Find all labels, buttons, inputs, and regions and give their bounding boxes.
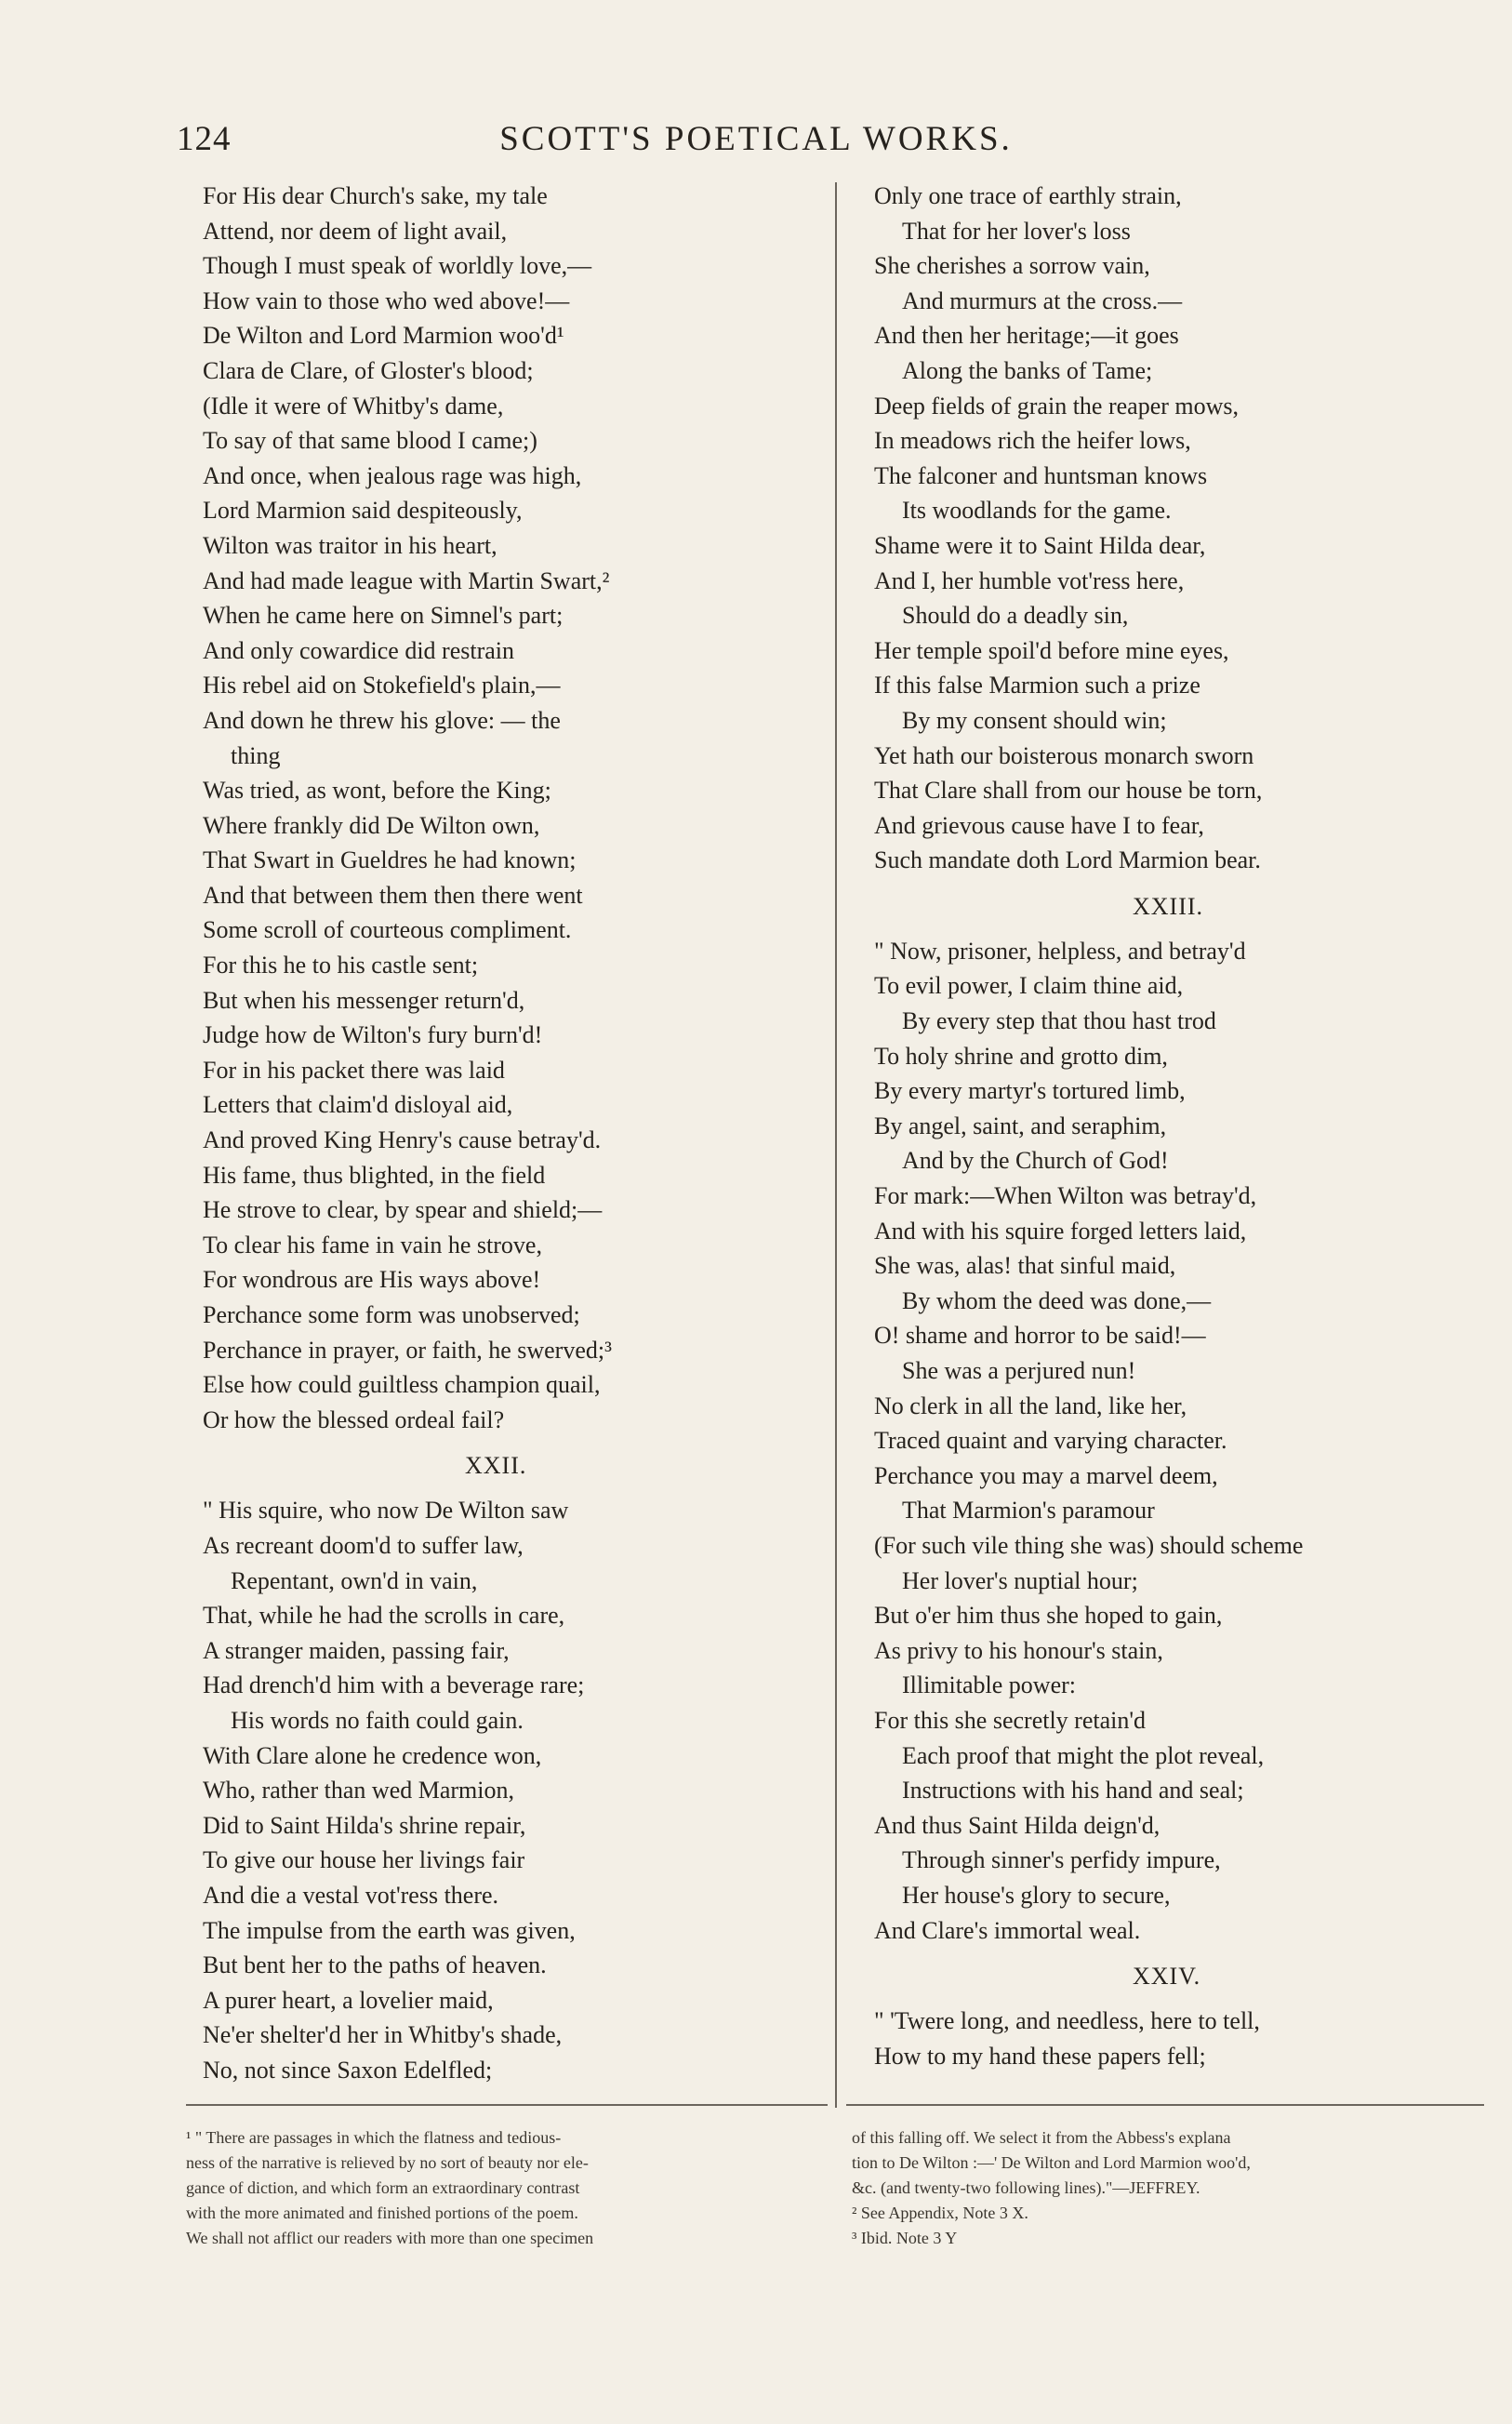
verse-line: Ne'er shelter'd her in Whitby's shade, xyxy=(203,2021,563,2049)
running-title: SCOTT'S POETICAL WORKS. xyxy=(499,120,1013,158)
verse-line: And grievous cause have I to fear, xyxy=(874,811,1204,839)
verse-line: A purer heart, a lovelier maid, xyxy=(203,1986,494,2014)
verse-line: (Idle it were of Whitby's dame, xyxy=(203,392,504,420)
verse-line: To say of that same blood I came;) xyxy=(203,427,537,455)
verse-line: Did to Saint Hilda's shrine repair, xyxy=(203,1811,526,1839)
verse-line: Her temple spoil'd before mine eyes, xyxy=(874,636,1229,664)
verse-line: And Clare's immortal weal. xyxy=(874,1916,1141,1944)
footnote-line: tion to De Wilton :—' De Wilton and Lord Marmion woo'd, xyxy=(852,2153,1251,2172)
verse-line: And had made league with Martin Swart,² xyxy=(203,566,610,594)
verse-line: But when his messenger return'd, xyxy=(203,986,525,1014)
verse-line: A stranger maiden, passing fair, xyxy=(203,1636,510,1664)
verse-line: Though I must speak of worldly love,— xyxy=(203,252,592,280)
verse-line: But o'er him thus she hoped to gain, xyxy=(874,1602,1223,1630)
verse-line: For in his packet there was laid xyxy=(203,1056,505,1084)
verse-line: And thus Saint Hilda deign'd, xyxy=(874,1811,1161,1839)
verse-line: Where frankly did De Wilton own, xyxy=(203,811,540,839)
footnote-rule-right xyxy=(846,2104,1484,2106)
verse-line: Through sinner's perfidy impure, xyxy=(902,1846,1221,1874)
verse-line: His words no faith could gain. xyxy=(231,1706,524,1734)
verse-line: The falconer and huntsman knows xyxy=(874,461,1208,489)
verse-line: She cherishes a sorrow vain, xyxy=(874,252,1150,280)
verse-line: Perchance you may a marvel deem, xyxy=(874,1461,1218,1489)
footnote-rule-left xyxy=(186,2104,828,2106)
verse-line: For His dear Church's sake, my tale xyxy=(203,182,548,209)
verse-line: In meadows rich the heifer lows, xyxy=(874,427,1191,455)
verse-line: His fame, thus blighted, in the field xyxy=(203,1161,546,1189)
verse-line: Clara de Clare, of Gloster's blood; xyxy=(203,356,534,384)
verse-line: For this she secretly retain'd xyxy=(874,1706,1147,1734)
verse-line: And then her heritage;—it goes xyxy=(874,322,1179,350)
footnote-line: ² See Appendix, Note 3 X. xyxy=(852,2204,1028,2222)
verse-line: For wondrous are His ways above! xyxy=(203,1266,541,1294)
stanza-number: XXII. xyxy=(465,1452,527,1480)
verse-line: Her lover's nuptial hour; xyxy=(902,1566,1138,1594)
footnotes-right xyxy=(852,2125,1503,2251)
verse-line: (For such vile thing she was) should scheme xyxy=(874,1531,1304,1559)
verse-line: And I, her humble vot'ress here, xyxy=(874,566,1185,594)
verse-line: No clerk in all the land, like her, xyxy=(874,1392,1187,1419)
running-head xyxy=(0,119,1512,167)
verse-line: Along the banks of Tame; xyxy=(902,356,1153,384)
verse-line: He strove to clear, by spear and shield;— xyxy=(203,1196,603,1224)
verse-line: Some scroll of courteous compliment. xyxy=(203,916,572,944)
verse-line: Judge how de Wilton's fury burn'd! xyxy=(203,1021,543,1049)
right-column xyxy=(874,179,1506,2073)
verse-line: " His squire, who now De Wilton saw xyxy=(203,1497,569,1525)
verse-line: If this false Marmion such a prize xyxy=(874,672,1200,699)
verse-line: How vain to those who wed above!— xyxy=(203,286,570,314)
verse-line: Yet hath our boisterous monarch sworn xyxy=(874,741,1254,769)
verse-line: And by the Church of God! xyxy=(902,1147,1169,1175)
verse-line: And down he threw his glove: — the xyxy=(203,706,561,734)
verse-line: Or how the blessed ordeal fail? xyxy=(203,1405,505,1433)
footnote-line: with the more animated and finished portions of the poem. xyxy=(186,2204,578,2222)
verse-line: And only cowardice did restrain xyxy=(203,636,515,664)
verse-line: As privy to his honour's stain, xyxy=(874,1636,1163,1664)
footnote-line: We shall not afflict our readers with more than one specimen xyxy=(186,2229,594,2247)
verse-line: " Now, prisoner, helpless, and betray'd xyxy=(874,937,1246,965)
verse-line: To give our house her livings fair xyxy=(203,1846,525,1874)
verse-line: Lord Marmion said despiteously, xyxy=(203,497,523,525)
verse-line: Its woodlands for the game. xyxy=(902,497,1172,525)
verse-line: Wilton was traitor in his heart, xyxy=(203,531,497,559)
verse-line: By whom the deed was done,— xyxy=(902,1286,1212,1314)
verse-line: Shame were it to Saint Hilda dear, xyxy=(874,531,1206,559)
verse-line: To clear his fame in vain he strove, xyxy=(203,1231,542,1259)
verse-line: Who, rather than wed Marmion, xyxy=(203,1777,515,1805)
verse-line: Her house's glory to secure, xyxy=(902,1881,1171,1909)
verse-line: Each proof that might the plot reveal, xyxy=(902,1741,1265,1769)
column-divider xyxy=(835,182,837,2108)
verse-line: And that between them then there went xyxy=(203,881,583,909)
verse-line: Was tried, as wont, before the King; xyxy=(203,777,551,805)
verse-line: To holy shrine and grotto dim, xyxy=(874,1042,1168,1070)
footnote-line: ¹ " There are passages in which the flatness and tedious- xyxy=(186,2128,562,2147)
verse-line: Letters that claim'd disloyal aid, xyxy=(203,1091,513,1119)
verse-line: Illimitable power: xyxy=(902,1671,1077,1699)
stanza-number: XXIV. xyxy=(1133,1963,1201,1991)
verse-line: Had drench'd him with a beverage rare; xyxy=(203,1671,585,1699)
verse-line: That Swart in Gueldres he had known; xyxy=(203,846,577,874)
verse-line: As recreant doom'd to suffer law, xyxy=(203,1531,524,1559)
footnote-line: ness of the narrative is relieved by no sort of beauty nor ele- xyxy=(186,2153,589,2172)
verse-line: Attend, nor deem of light avail, xyxy=(203,217,508,245)
footnote-line: gance of diction, and which form an extraordinary contrast xyxy=(186,2178,580,2197)
left-column xyxy=(203,179,835,2087)
footnote-line: of this falling off. We select it from the Abbess's explana xyxy=(852,2128,1231,2147)
verse-line: Deep fields of grain the reaper mows, xyxy=(874,392,1240,420)
verse-line: And proved King Henry's cause betray'd. xyxy=(203,1126,602,1154)
verse-line: Repentant, own'd in vain, xyxy=(231,1566,478,1594)
verse-line: With Clare alone he credence won, xyxy=(203,1741,542,1769)
verse-line: Should do a deadly sin, xyxy=(902,602,1129,630)
verse-line: That for her lover's loss xyxy=(902,217,1131,245)
verse-line: By every martyr's tortured limb, xyxy=(874,1077,1186,1105)
verse-line: That Clare shall from our house be torn, xyxy=(874,777,1263,805)
verse-line: She was, alas! that sinful maid, xyxy=(874,1252,1176,1280)
verse-line: But bent her to the paths of heaven. xyxy=(203,1951,547,1979)
verse-line: That, while he had the scrolls in care, xyxy=(203,1602,565,1630)
page-number: 124 xyxy=(177,120,232,158)
verse-line: She was a perjured nun! xyxy=(902,1357,1136,1384)
verse-line: And die a vestal vot'ress there. xyxy=(203,1881,499,1909)
verse-line: And once, when jealous rage was high, xyxy=(203,461,582,489)
verse-line: For mark:—When Wilton was betray'd, xyxy=(874,1182,1257,1210)
verse-line: Traced quaint and varying character. xyxy=(874,1427,1227,1455)
verse-line: Perchance in prayer, or faith, he swerved;³ xyxy=(203,1336,612,1364)
footnote-line: &c. (and twenty-two following lines)."—JEFFREY. xyxy=(852,2178,1200,2197)
verse-line: The impulse from the earth was given, xyxy=(203,1916,576,1944)
verse-line: That Marmion's paramour xyxy=(902,1497,1155,1525)
verse-line: Else how could guiltless champion quail, xyxy=(203,1371,601,1399)
verse-line: To evil power, I claim thine aid, xyxy=(874,972,1184,1000)
verse-line: By my consent should win; xyxy=(902,706,1167,734)
verse-line: His rebel aid on Stokefield's plain,— xyxy=(203,672,561,699)
verse-line: No, not since Saxon Edelfled; xyxy=(203,2056,493,2084)
verse-line: How to my hand these papers fell; xyxy=(874,2042,1206,2070)
verse-line: " 'Twere long, and needless, here to tell, xyxy=(874,2007,1260,2035)
verse-line: O! shame and horror to be said!— xyxy=(874,1322,1206,1350)
verse-line: And with his squire forged letters laid, xyxy=(874,1217,1247,1245)
stanza-number: XXIII. xyxy=(1133,892,1204,920)
verse-line: Such mandate doth Lord Marmion bear. xyxy=(874,846,1261,874)
verse-line: Instructions with his hand and seal; xyxy=(902,1777,1244,1805)
verse-line: Only one trace of earthly strain, xyxy=(874,182,1182,209)
footnote-line: ³ Ibid. Note 3 Y xyxy=(852,2229,958,2247)
verse-line: De Wilton and Lord Marmion woo'd¹ xyxy=(203,322,564,350)
verse-line: Perchance some form was unobserved; xyxy=(203,1301,580,1328)
verse-line: By every step that thou hast trod xyxy=(902,1007,1216,1035)
verse-line: For this he to his castle sent; xyxy=(203,952,479,979)
verse-line: When he came here on Simnel's part; xyxy=(203,602,564,630)
footnotes-left xyxy=(186,2125,837,2251)
verse-line: And murmurs at the cross.— xyxy=(902,286,1183,314)
verse-line: By angel, saint, and seraphim, xyxy=(874,1112,1167,1139)
verse-line: thing xyxy=(231,741,281,769)
